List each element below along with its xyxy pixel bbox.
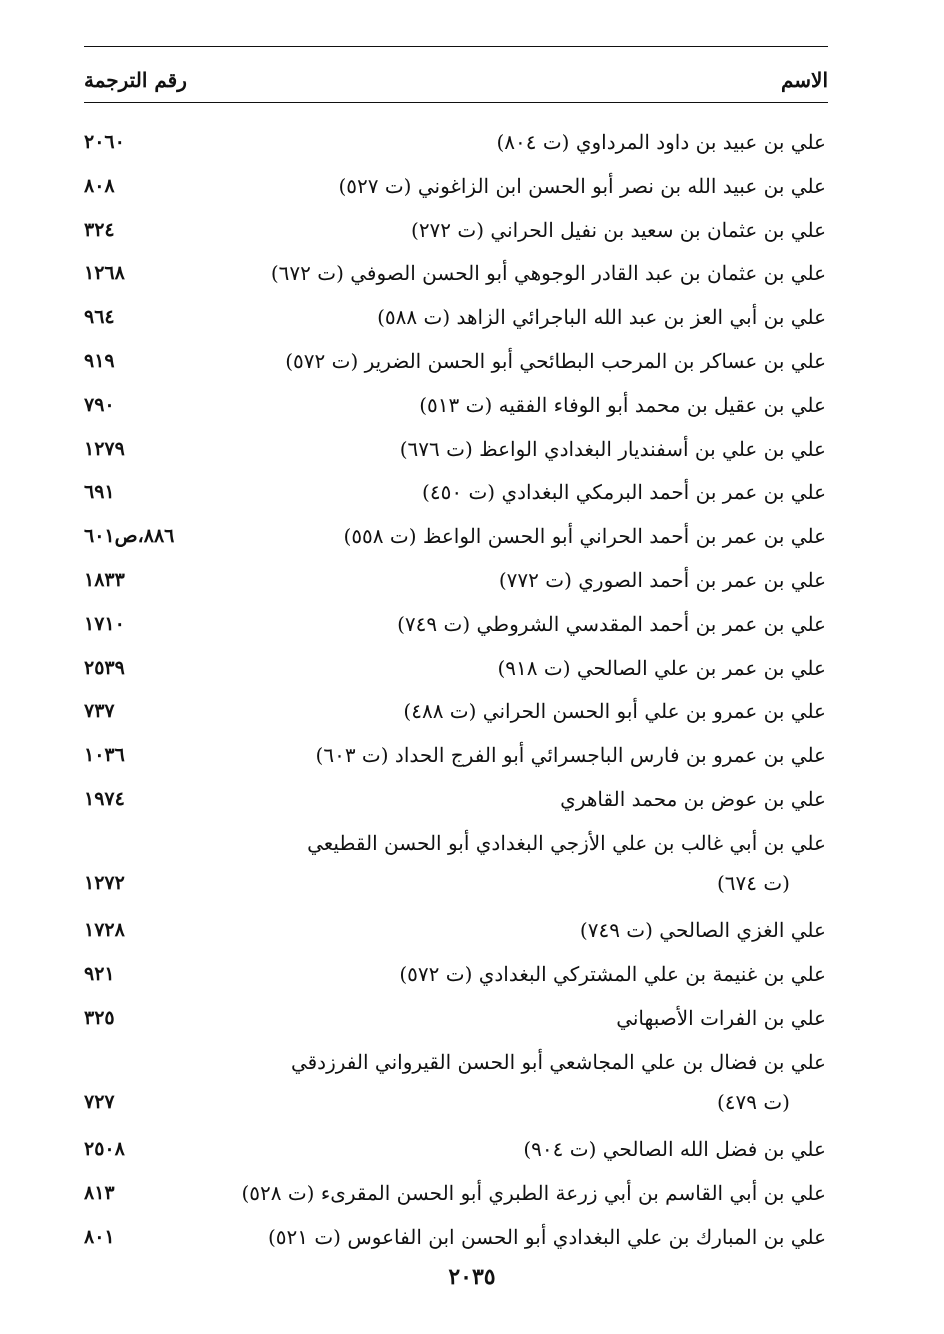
list-item: [0, 1169, 944, 1213]
page-number: ٢٠٣٥: [448, 1264, 496, 1290]
column-header-number: رقم الترجمة: [84, 68, 187, 92]
list-item: [0, 687, 944, 731]
list-item: [0, 950, 944, 994]
entry-name: علي الغزي الصالحي (ت ٧٤٩): [579, 918, 826, 943]
entry-number: ٨٨٦،ص٦٠١: [84, 525, 175, 548]
list-item: [0, 731, 944, 775]
top-rule: [84, 46, 828, 47]
list-item: [0, 1125, 944, 1169]
entry-name: علي بن عثمان بن عبد القادر الوجوهي أبو الحسن الصوفي (ت ٦٧٢): [270, 261, 826, 286]
entry-name: علي بن عبيد بن داود المرداوي (ت ٨٠٤): [496, 130, 826, 154]
entry-number: ١٩٧٤: [84, 787, 125, 810]
entry-name: علي بن عمر بن أحمد المقدسي الشروطي (ت ٧٤٩): [397, 611, 826, 636]
list-item: [0, 206, 944, 250]
entry-name: علي بن المبارك بن علي البغدادي أبو الحسن ابن الفاعوس (ت ٥٢١): [267, 1224, 826, 1249]
list-item: [0, 994, 944, 1038]
list-item: [0, 775, 944, 819]
entry-name: [186, 823, 826, 903]
entry-name: علي بن علي بن أسفنديار البغدادي الواعظ (ت ٦٧٦): [399, 436, 826, 461]
entry-name: علي بن عمر بن أحمد الحراني أبو الحسن الواعظ (ت ٥٥٨): [343, 524, 826, 549]
entry-name: علي بن الفرات الأصبهاني: [616, 1005, 826, 1030]
list-item: [0, 249, 944, 293]
entry-number: ٧٣٧: [84, 700, 115, 723]
entry-name: علي بن عثمان بن سعيد بن نفيل الحراني (ت ٢٧٢): [411, 217, 826, 242]
entry-number: ١٧١٠: [84, 612, 125, 635]
entry-name: علي بن عمر بن أحمد البرمكي البغدادي (ت ٤٥٠): [422, 480, 826, 505]
entry-number: ١٢٦٨: [84, 262, 125, 285]
entry-number: ٨١٣: [84, 1182, 115, 1205]
entry-number: ٢٥٣٩: [84, 656, 125, 679]
entry-number: ١٢٧٩: [84, 437, 125, 460]
column-header-name: الاسم: [780, 68, 828, 92]
list-item: [0, 118, 944, 162]
entry-number: ٨٠١: [84, 1225, 115, 1248]
list-item: [0, 1038, 944, 1126]
list-item: [0, 425, 944, 469]
entry-name-continuation: (ت ٦٧٤): [716, 870, 790, 895]
entry-number: ١٠٣٦: [84, 744, 125, 767]
entry-name: علي بن عقيل بن محمد أبو الوفاء الفقيه (ت ٥١٣): [419, 392, 826, 417]
entry-number: ٣٢٤: [84, 218, 115, 241]
entry-name: علي بن أبي القاسم بن أبي زرعة الطبري أبو الحسن المقرىء (ت ٥٢٨): [241, 1181, 826, 1206]
entries-list: [0, 118, 944, 1257]
entry-name: علي بن عمر بن علي الصالحي (ت ٩١٨): [497, 655, 826, 680]
list-item: [0, 468, 944, 512]
entry-number: ١٨٣٣: [84, 568, 125, 591]
entry-name-continuation: (ت ٤٧٩): [716, 1089, 790, 1114]
entry-name: علي بن عوض بن محمد القاهري: [560, 786, 826, 811]
list-item: [0, 1213, 944, 1257]
list-item: [0, 293, 944, 337]
list-item: [0, 644, 944, 688]
entry-number: ٩٢١: [84, 963, 115, 986]
list-item: [0, 600, 944, 644]
header-rule: [84, 102, 828, 103]
entry-name: علي بن فضل الله الصالحي (ت ٩٠٤): [523, 1137, 826, 1162]
entry-number: ١٢٧٢: [84, 871, 125, 894]
list-item: [0, 819, 944, 907]
list-item: [0, 337, 944, 381]
entry-name: علي بن عمرو بن فارس الباجسرائي أبو الفرج الحداد (ت ٦٠٣): [315, 743, 826, 768]
entry-name: علي بن عساكر بن المرحب البطائحي أبو الحسن الضرير (ت ٥٧٢): [285, 348, 826, 373]
entry-number: ٣٢٥: [84, 1006, 115, 1029]
entry-number: ١٧٢٨: [84, 919, 125, 942]
entry-name: [186, 1042, 826, 1122]
entry-number: ٦٩١: [84, 481, 115, 504]
entry-number: ٧٢٧: [84, 1090, 115, 1113]
list-item: [0, 381, 944, 425]
entry-number: ٩١٩: [84, 349, 115, 372]
entry-number: ٩٦٤: [84, 306, 115, 329]
entry-name: علي بن عبيد الله بن نصر أبو الحسن ابن الزاغوني (ت ٥٢٧): [338, 173, 826, 198]
list-item: [0, 512, 944, 556]
list-item: [0, 906, 944, 950]
entry-name: علي بن أبي العز بن عبد الله الباجرائي الزاهد (ت ٥٨٨): [377, 305, 826, 330]
entry-number: ٨٠٨: [84, 174, 115, 197]
list-item: [0, 162, 944, 206]
entry-name: علي بن عمرو بن علي أبو الحسن الحراني (ت ٤٨٨): [403, 699, 826, 724]
entry-number: ٢٥٠٨: [84, 1138, 125, 1161]
entry-name: علي بن غنيمة بن علي المشتركي البغدادي (ت ٥٧٢): [399, 962, 826, 987]
entry-name: علي بن عمر بن أحمد الصوري (ت ٧٧٢): [498, 567, 826, 592]
entry-name-line: علي بن فضال بن علي المجاشعي أبو الحسن القيرواني الفرزدقي: [290, 1049, 826, 1074]
entry-number: ٢٠٦٠: [84, 131, 125, 153]
entry-number: ٧٩٠: [84, 393, 115, 416]
entry-name-line: علي بن أبي غالب بن علي الأزجي البغدادي أبو الحسن القطيعي: [307, 830, 826, 855]
list-item: [0, 556, 944, 600]
